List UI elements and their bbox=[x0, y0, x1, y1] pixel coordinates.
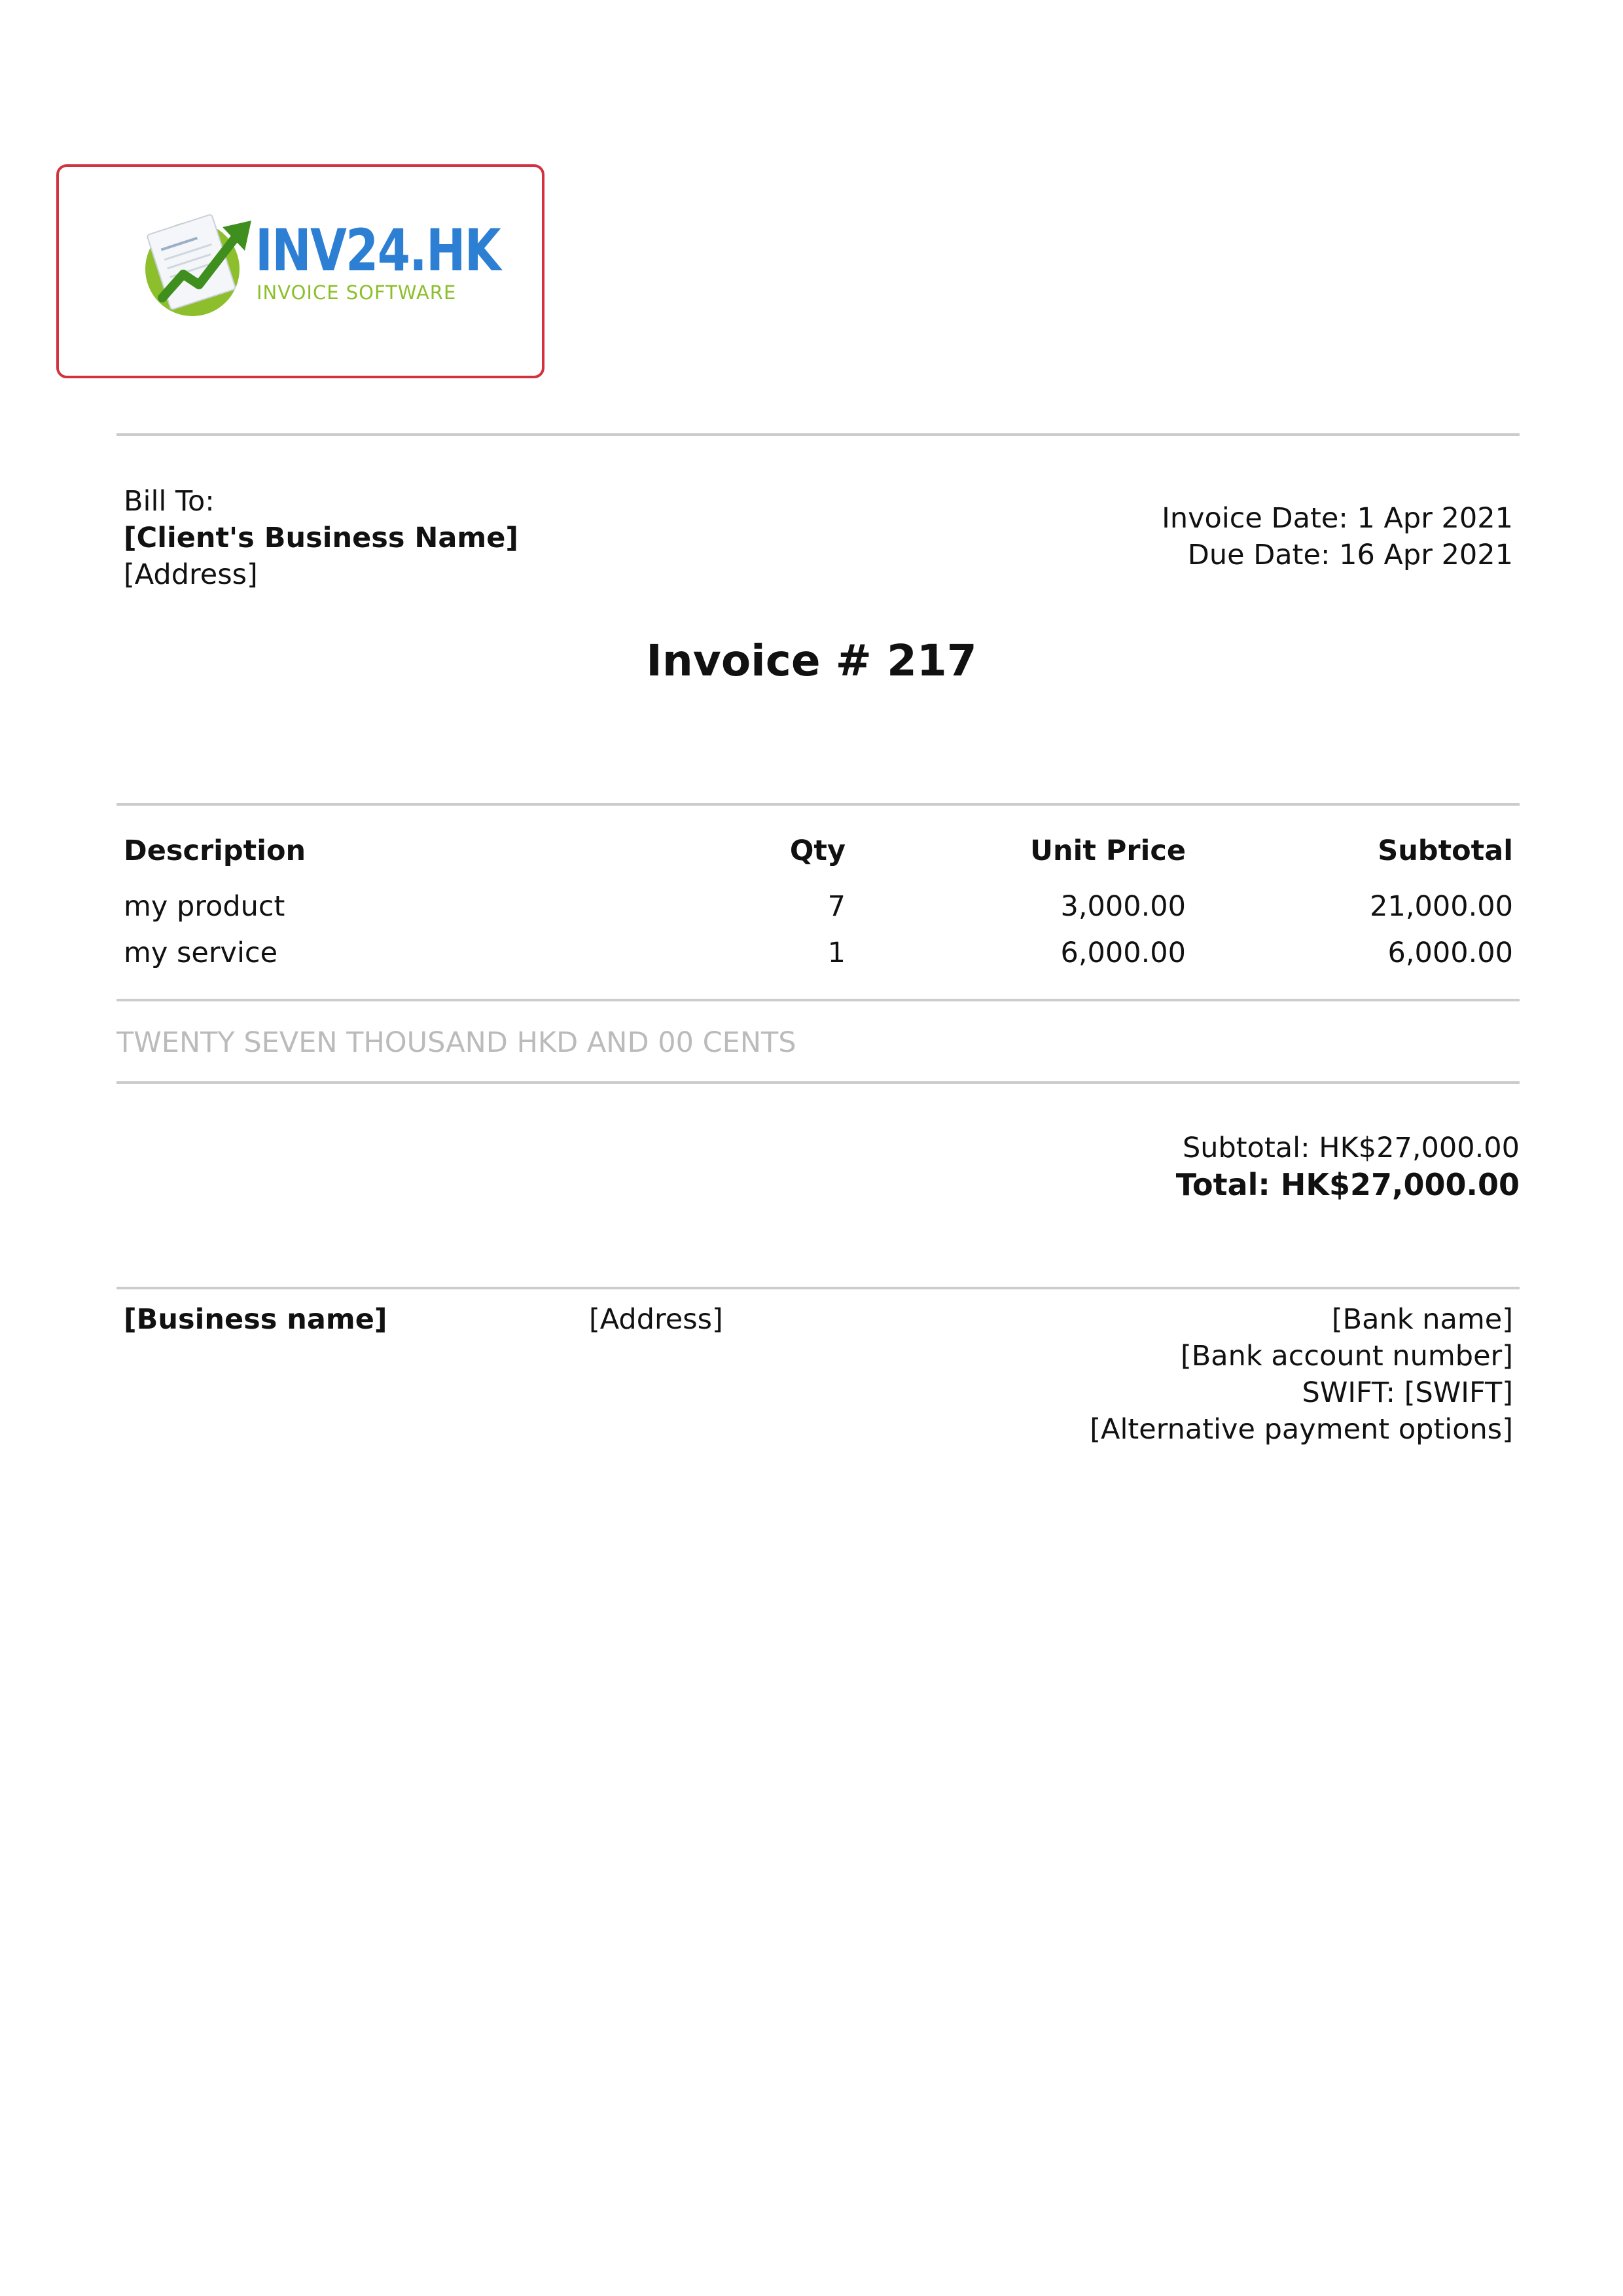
header-qty: Qty bbox=[789, 834, 846, 867]
logo-name: INV24.HK bbox=[255, 217, 501, 284]
header-divider bbox=[116, 433, 1520, 436]
client-business-name: [Client's Business Name] bbox=[124, 522, 519, 554]
row-unit-price: 3,000.00 bbox=[1060, 890, 1186, 923]
amount-in-words: TWENTY SEVEN THOUSAND HKD AND 00 CENTS bbox=[116, 1026, 796, 1059]
row-subtotal: 6,000.00 bbox=[1387, 937, 1513, 969]
footer-divider bbox=[116, 1287, 1520, 1289]
row-description: my product bbox=[124, 890, 285, 923]
logo-tagline: INVOICE SOFTWARE bbox=[257, 281, 457, 304]
row-subtotal: 21,000.00 bbox=[1370, 890, 1513, 923]
words-divider bbox=[116, 1081, 1520, 1084]
row-qty: 7 bbox=[827, 890, 846, 923]
subtotal-line: Subtotal: HK$27,000.00 bbox=[1182, 1132, 1520, 1164]
business-name: [Business name] bbox=[124, 1303, 387, 1336]
logo-chart-icon bbox=[136, 201, 267, 319]
total-line: Total: HK$27,000.00 bbox=[1175, 1167, 1520, 1202]
client-address: [Address] bbox=[124, 558, 258, 591]
header-description: Description bbox=[124, 834, 306, 867]
row-qty: 1 bbox=[827, 937, 846, 969]
bank-name: [Bank name] bbox=[1331, 1303, 1513, 1336]
invoice-date: Invoice Date: 1 Apr 2021 bbox=[1162, 502, 1513, 535]
bill-to-block bbox=[124, 483, 518, 593]
table-bottom-divider bbox=[116, 999, 1520, 1001]
swift-code: SWIFT: [SWIFT] bbox=[1302, 1376, 1513, 1409]
bank-details bbox=[1090, 1301, 1513, 1448]
alternative-payment-options: [Alternative payment options] bbox=[1090, 1413, 1513, 1446]
header-unit-price: Unit Price bbox=[1030, 834, 1186, 867]
table-top-divider bbox=[116, 803, 1520, 806]
logo-box bbox=[56, 164, 544, 378]
totals-block bbox=[1176, 1130, 1520, 1203]
invoice-dates bbox=[1162, 500, 1513, 573]
business-address: [Address] bbox=[589, 1303, 723, 1336]
invoice-title: Invoice # 217 bbox=[646, 636, 977, 686]
bill-to-label: Bill To: bbox=[124, 485, 215, 518]
header-subtotal: Subtotal bbox=[1378, 834, 1513, 867]
bank-account-number: [Bank account number] bbox=[1180, 1340, 1513, 1372]
row-unit-price: 6,000.00 bbox=[1060, 937, 1186, 969]
due-date: Due Date: 16 Apr 2021 bbox=[1187, 539, 1513, 571]
row-description: my service bbox=[124, 937, 278, 969]
